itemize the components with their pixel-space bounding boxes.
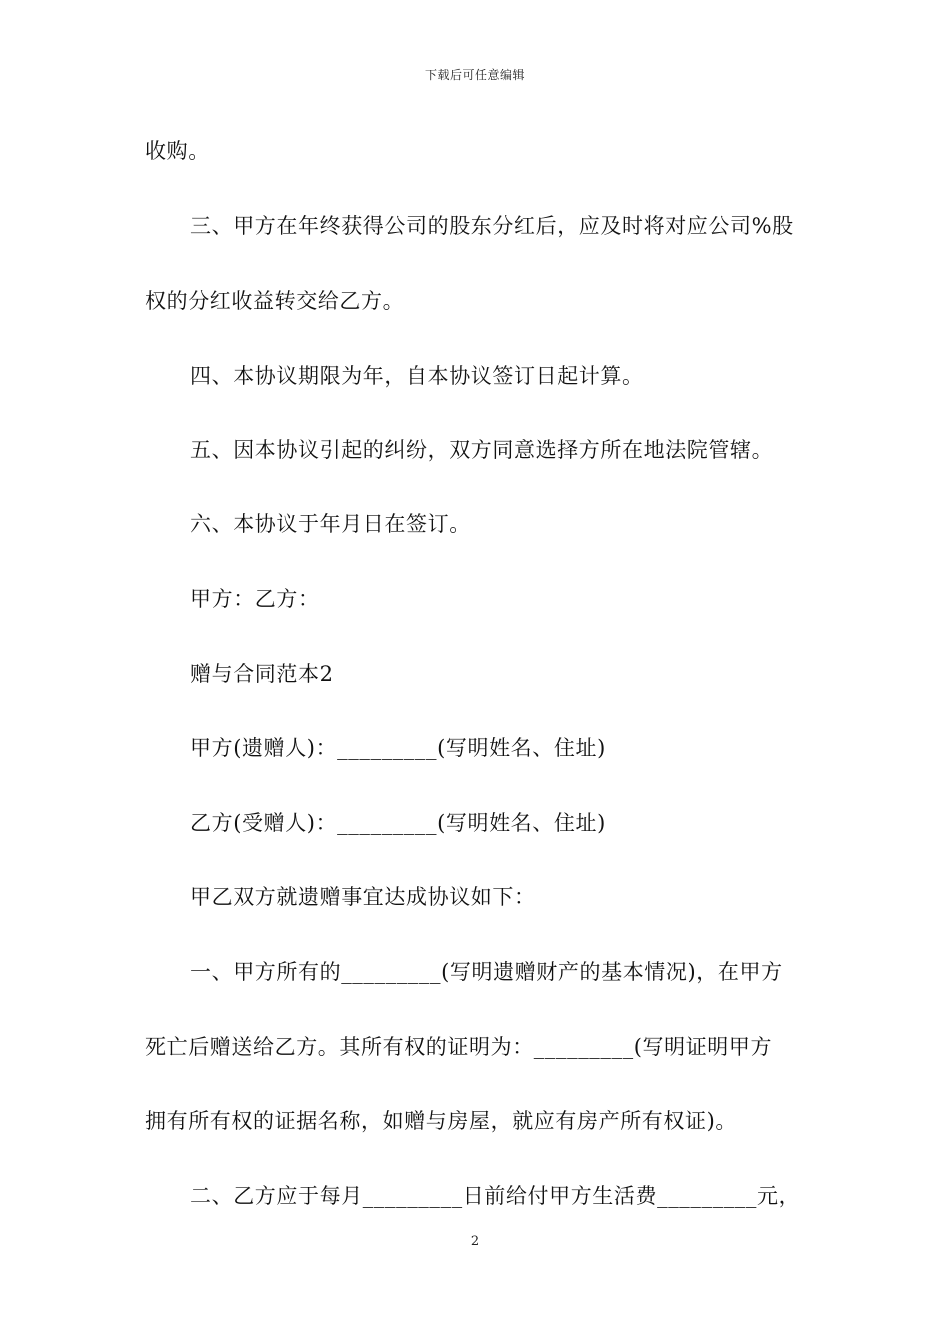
text-line: 三、甲方在年终获得公司的股东分红后，应及时将对应公司%股 [190,214,794,238]
text-line: 四、本协议期限为年，自本协议签订日起计算。 [190,364,644,388]
text-line: 死亡后赠送给乙方。其所有权的证明为：_________(写明证明甲方 [145,1035,773,1059]
text-line: 甲方：乙方： [190,587,320,611]
text-line: 收购。 [145,139,210,163]
text-line: 拥有所有权的证据名称，如赠与房屋，就应有房产所有权证)。 [145,1109,737,1133]
section-title: 赠与合同范本2 [190,662,334,686]
text-line: 权的分红收益转交给乙方。 [145,289,405,313]
text-line: 六、本协议于年月日在签订。 [190,512,471,536]
text-line: 一、甲方所有的_________(写明遗赠财产的基本情况)，在甲方 [190,960,783,984]
text-line: 五、因本协议引起的纠纷，双方同意选择方所在地法院管辖。 [190,438,774,462]
text-line: 二、乙方应于每月_________日前给付甲方生活费_________元， [190,1184,801,1208]
text-line: 甲方(遗赠人)：_________(写明姓名、住址) [190,736,606,760]
text-line: 甲乙双方就遗赠事宜达成协议如下： [190,885,536,909]
page-header: 下载后可任意编辑 [424,68,525,82]
page-number: 2 [470,1234,480,1249]
text-line: 乙方(受赠人)：_________(写明姓名、住址) [190,811,606,835]
